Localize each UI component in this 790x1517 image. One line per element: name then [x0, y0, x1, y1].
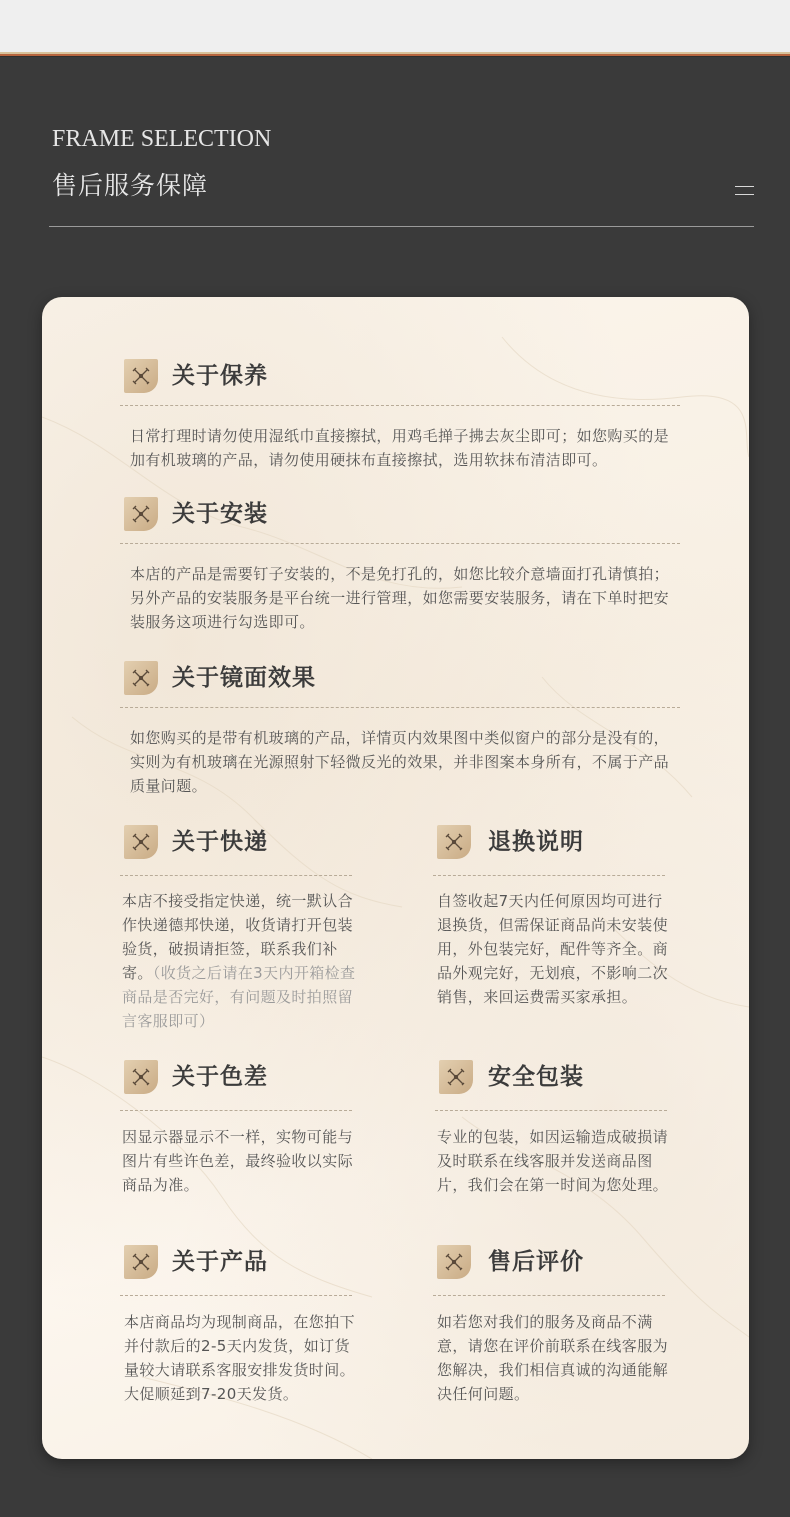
section-express-rule — [120, 875, 352, 876]
section-packaging-text: 专业的包装，如因运输造成破损请及时联系在线客服并发送商品图片，我们会在第一时间为您处理。 — [437, 1128, 669, 1194]
hamburger-menu-icon[interactable] — [735, 186, 755, 196]
header-divider — [49, 226, 754, 227]
tools-cross-icon — [124, 1245, 158, 1279]
section-product-text: 本店商品均为现制商品，在您拍下并付款后的2-5天内发货，如订货量较大请联系客服安排发货时间。大促顺延到7-20天发货。 — [124, 1313, 356, 1403]
section-color-rule — [120, 1110, 352, 1111]
section-returns-title: 退换说明 — [488, 829, 584, 855]
section-color-title: 关于色差 — [172, 1064, 268, 1090]
tools-cross-icon — [124, 359, 158, 393]
tools-cross-icon — [124, 497, 158, 531]
section-mirror-text: 如您购买的是带有机玻璃的产品，详情页内效果图中类似窗户的部分是没有的，实则为有机玻璃在光源照射下轻微反光的效果，并非图案本身所有，不属于产品质量问题。 — [130, 729, 670, 795]
section-packaging-rule — [435, 1110, 667, 1111]
header-title-en: FRAME SELECTION — [52, 126, 272, 152]
tools-cross-icon — [437, 1245, 471, 1279]
section-review-text: 如若您对我们的服务及商品不满意，请您在评价前联系在线客服为您解决，我们相信真诚的沟通能解决任何问题。 — [437, 1313, 669, 1403]
section-express-text: 本店不接受指定快递，统一默认合作快递德邦快递，收货请打开包装验货，破损请拒签，联系我们补寄。 — [122, 892, 354, 982]
section-product-rule — [120, 1295, 352, 1296]
section-express-note: （收货之后请在3天内开箱检查商品是否完好，有问题及时拍照留言客服即可） — [122, 964, 356, 1030]
dark-stripe — [0, 56, 790, 57]
section-install-rule — [120, 543, 680, 544]
section-install — [124, 497, 684, 637]
section-mirror-title: 关于镜面效果 — [172, 665, 316, 691]
section-mirror — [124, 661, 684, 801]
section-review-title: 售后评价 — [488, 1249, 584, 1275]
section-care-title: 关于保养 — [172, 363, 268, 389]
section-mirror-rule — [120, 707, 680, 708]
section-care — [124, 359, 684, 479]
section-express-title: 关于快递 — [172, 829, 268, 855]
section-product — [124, 1245, 364, 1405]
section-install-title: 关于安装 — [172, 501, 268, 527]
tools-cross-icon — [439, 1060, 473, 1094]
header-title-cn: 售后服务保障 — [52, 171, 209, 200]
tools-cross-icon — [437, 825, 471, 859]
section-returns — [437, 825, 672, 1035]
section-care-text: 日常打理时请勿使用湿纸巾直接擦拭，用鸡毛掸子拂去灰尘即可；如您购买的是加有机玻璃的产品，请勿使用硬抹布直接擦拭，选用软抹布清洁即可。 — [130, 427, 670, 469]
section-product-title: 关于产品 — [172, 1249, 268, 1275]
section-color-text: 因显示器显示不一样，实物可能与图片有些许色差，最终验收以实际商品为准。 — [122, 1128, 354, 1194]
section-packaging-title: 安全包装 — [488, 1064, 584, 1090]
after-sales-card — [42, 297, 749, 1459]
top-white-strip — [0, 0, 790, 52]
section-review-rule — [433, 1295, 665, 1296]
section-packaging — [439, 1060, 674, 1220]
tools-cross-icon — [124, 661, 158, 695]
section-returns-rule — [433, 875, 665, 876]
section-express — [124, 825, 364, 1035]
section-returns-text: 自签收起7天内任何原因均可进行退换货，但需保证商品尚未安装使用，外包装完好，配件等齐全。商品外观完好，无划痕，不影响二次销售，来回运费需买家承担。 — [437, 892, 669, 1006]
section-color — [124, 1060, 364, 1200]
section-install-text: 本店的产品是需要钉子安装的，不是免打孔的，如您比较介意墙面打孔请慎拍；另外产品的安装服务是平台统一进行管理，如您需要安装服务，请在下单时把安装服务这项进行勾选即可。 — [130, 565, 670, 631]
section-review — [437, 1245, 672, 1405]
tools-cross-icon — [124, 1060, 158, 1094]
section-care-rule — [120, 405, 680, 406]
tools-cross-icon — [124, 825, 158, 859]
section-express-body — [122, 889, 362, 1033]
